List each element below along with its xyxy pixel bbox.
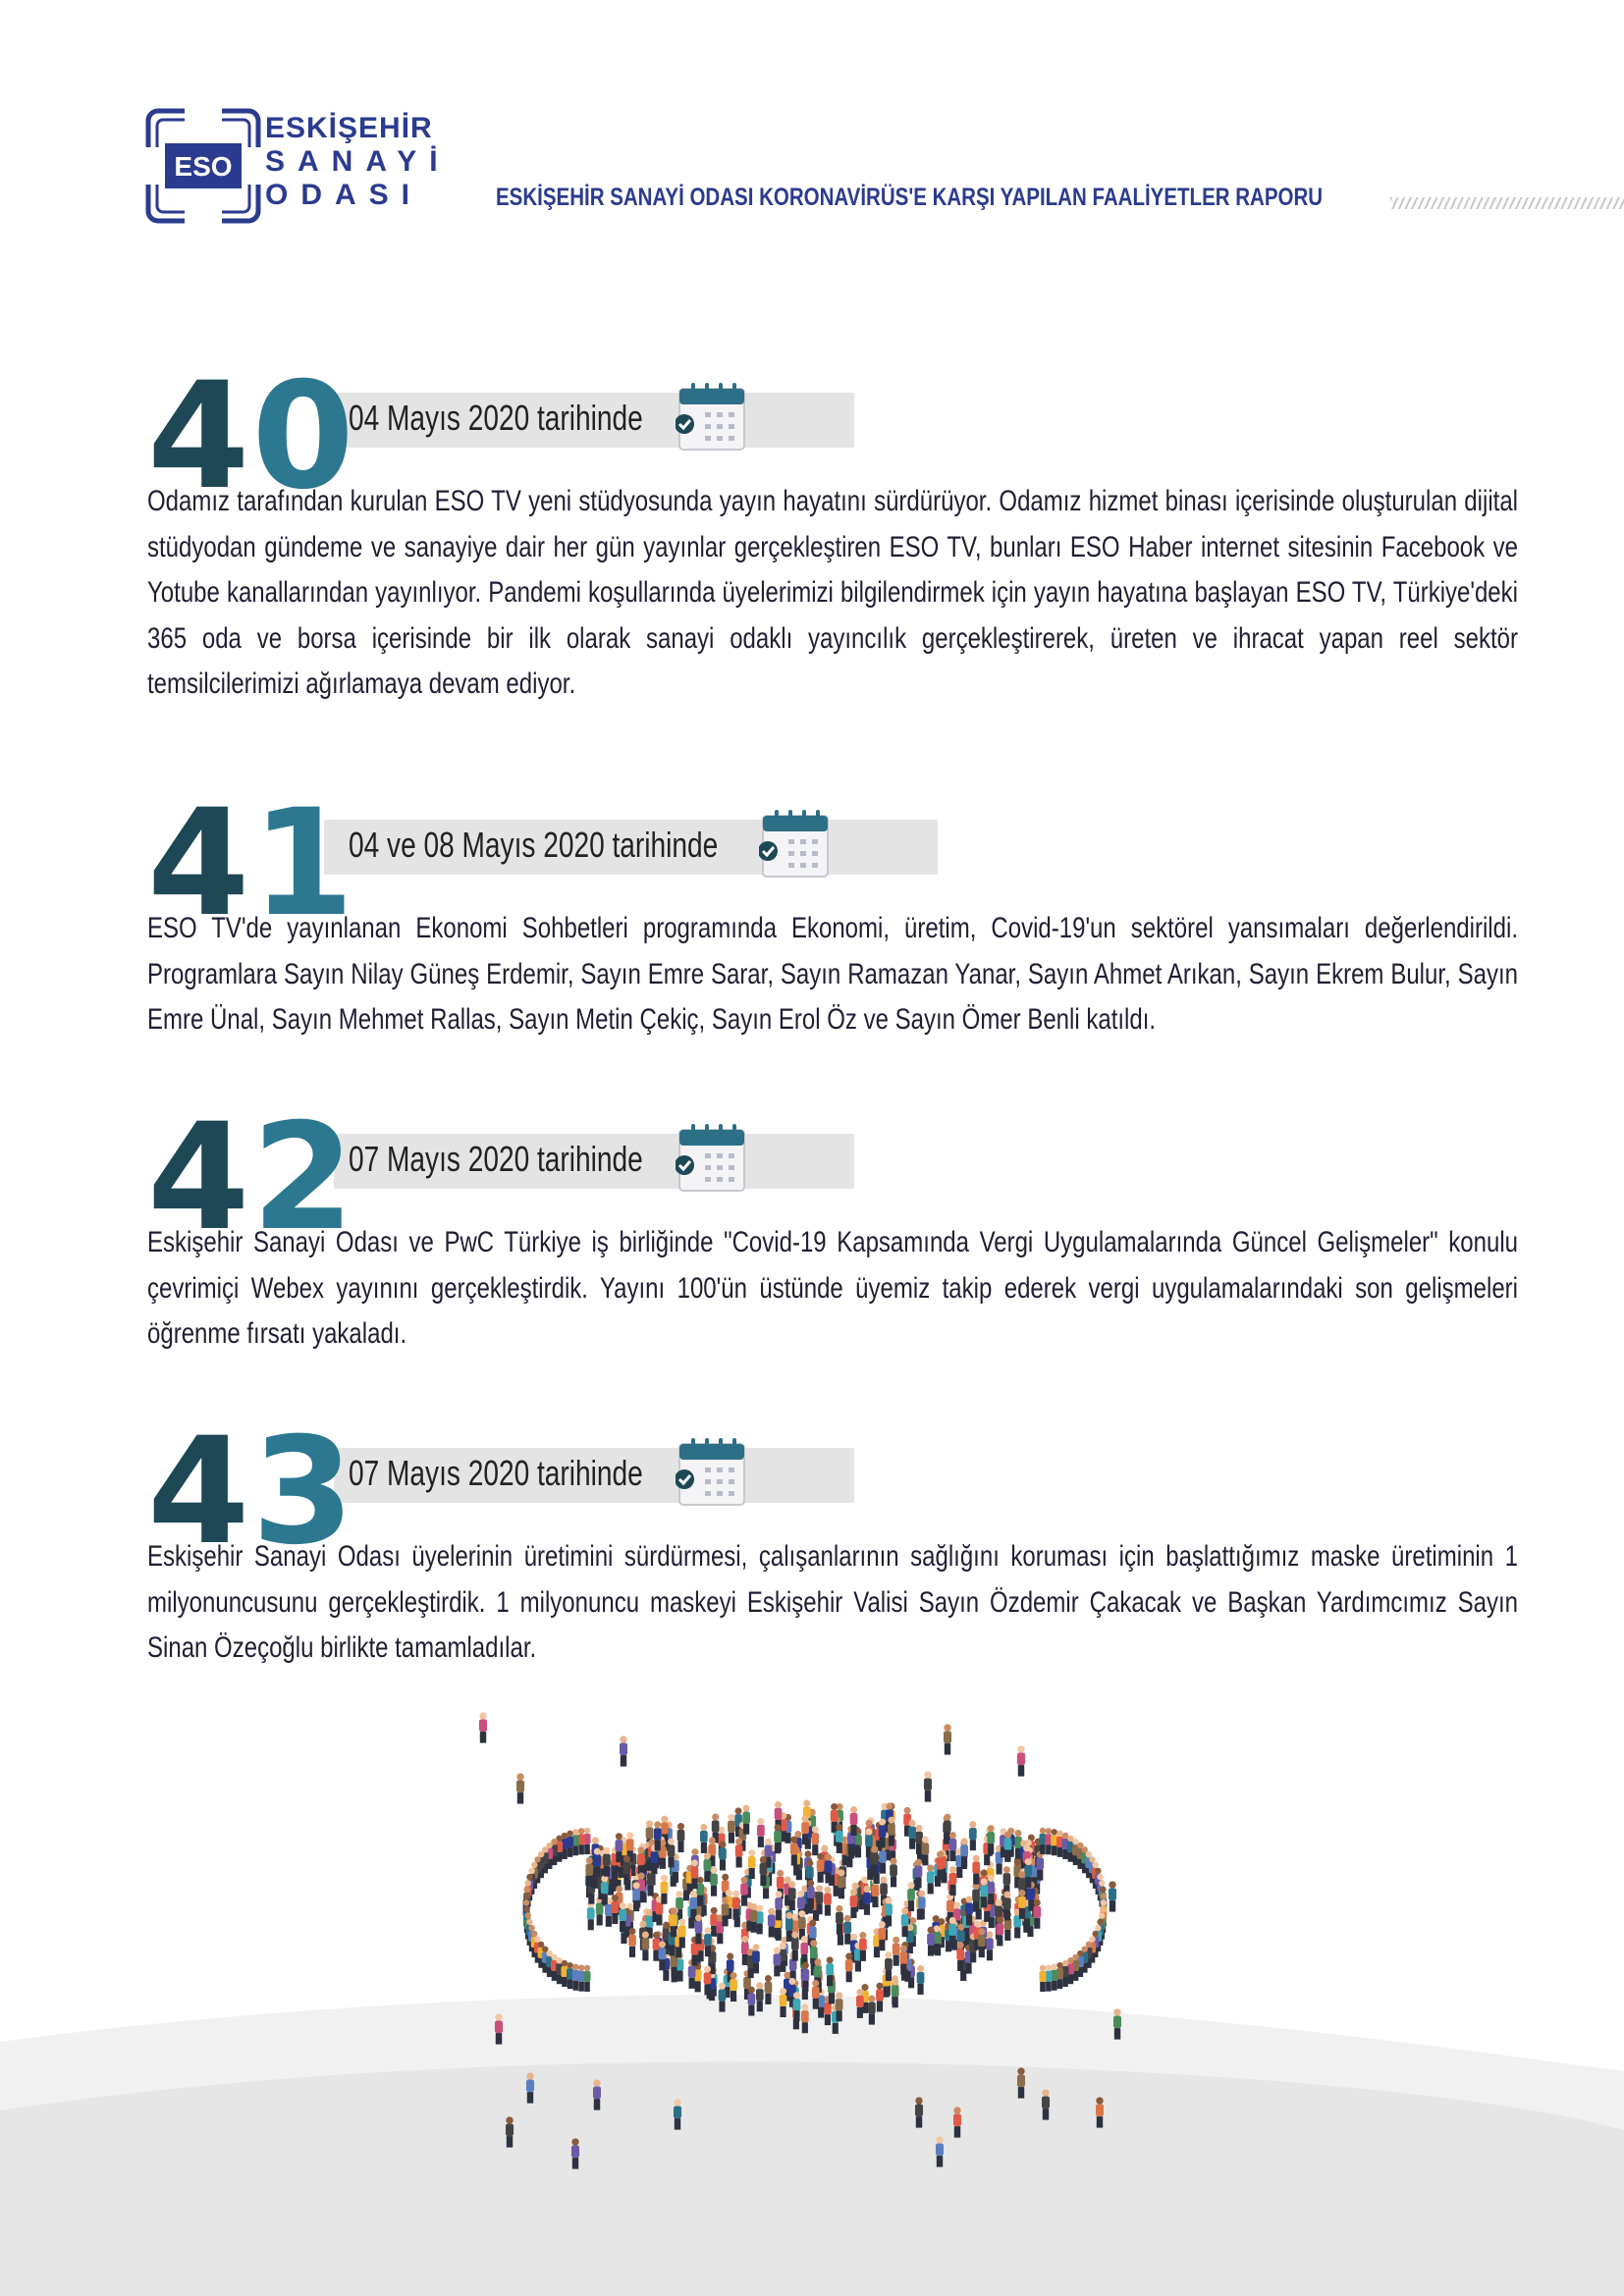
- crowd-person: [899, 1946, 907, 1975]
- entry-43: [147, 1407, 1518, 1674]
- crowd-person: [642, 1931, 650, 1960]
- crowd-person: [836, 1824, 843, 1853]
- crowd-person: [800, 1936, 808, 1965]
- crowd-person: [659, 1941, 667, 1970]
- crowd-person: [949, 1832, 957, 1861]
- crowd-person: [730, 1972, 737, 2002]
- entry-text: Eskişehir Sanayi Odası üyelerinin üretimini sürdürmesi, çalışanlarının sağlığını koruması için başlattığımız maske üretiminin 1 milyonuncusunu gerçekleştirdik. 1 milyonuncu maskeyi Eskişehir Valisi Sayın Özdemir Çakacak ve Başkan Yardımcımız Sayın Sinan Özeçoğlu birlikte tamamladılar.: [147, 1540, 1518, 1664]
- crowd-person: [996, 1916, 1003, 1946]
- logo-line-1: ESKİŞEHİR: [265, 112, 433, 144]
- crowd-person: [944, 1724, 951, 1754]
- crowd-person: [1040, 1965, 1047, 1992]
- crowd-person: [915, 2097, 923, 2127]
- crowd-person: [865, 1828, 873, 1857]
- crowd-person: [788, 1881, 796, 1910]
- crowd-person: [986, 1931, 994, 1960]
- logo-badge-text: ESO: [174, 151, 233, 182]
- crowd-person: [732, 1891, 740, 1920]
- calendar-check-icon: [759, 808, 832, 881]
- crowd-person: [893, 1937, 900, 1966]
- crowd-person: [587, 1900, 595, 1930]
- crowd-person: [710, 1867, 718, 1896]
- crowd-person: [980, 1878, 988, 1907]
- crowd-person: [722, 1896, 730, 1926]
- crowd-person: [780, 1988, 787, 2017]
- crowd-person: [516, 1773, 524, 1803]
- crowd-person: [937, 1851, 945, 1881]
- crowd-person: [593, 1848, 601, 1878]
- crowd-person: [601, 1875, 609, 1904]
- crowd-person: [969, 1821, 977, 1850]
- crowd-person: [654, 1821, 662, 1850]
- crowd-person: [927, 1864, 935, 1894]
- crowd-person: [735, 1839, 743, 1868]
- eso-logo: [145, 108, 451, 226]
- crowd-person: [765, 1975, 773, 2004]
- crowd-person: [619, 1902, 626, 1932]
- crowd-person: [802, 1962, 810, 1992]
- crowd-person: [668, 1838, 676, 1867]
- crowd-person: [892, 1978, 899, 2007]
- crowd-person: [838, 1869, 845, 1898]
- crowd-person: [972, 1855, 980, 1885]
- crowd-person: [922, 1836, 930, 1865]
- crowd-mask-illustration: [0, 1688, 1624, 2199]
- crowd-person: [728, 1814, 735, 1843]
- crowd-person: [756, 1982, 764, 2011]
- entry-date: 07 Mayıs 2020 tarihinde: [349, 1453, 643, 1493]
- crowd-person: [623, 1855, 630, 1885]
- crowd-person: [801, 1815, 809, 1844]
- entry-41: [147, 778, 1518, 1065]
- crowd-person: [825, 1854, 833, 1884]
- crowd-person: [1033, 1899, 1041, 1929]
- crowd-person: [856, 1989, 864, 2018]
- crowd-person: [584, 1965, 591, 1992]
- crowd-person: [879, 1819, 887, 1848]
- crowd-person: [793, 1992, 801, 2021]
- crowd-person: [526, 2072, 534, 2103]
- calendar-check-icon: [676, 381, 748, 454]
- crowd-person: [845, 1952, 853, 1982]
- crowd-person: [628, 1928, 636, 1957]
- crowd-person: [571, 2138, 579, 2168]
- crowd-person: [918, 1890, 926, 1919]
- logo-wordmark: [265, 114, 451, 210]
- crowd-person: [901, 1907, 909, 1937]
- crowd-person: [740, 1877, 748, 1906]
- report-title: ESKİŞEHİR SANAYİ ODASI KORONAVİRÜS'E KARŞI YAPILAN FAALİYETLER RAPORU: [496, 184, 1324, 211]
- crowd-person: [850, 1806, 858, 1836]
- crowd-person: [704, 1965, 712, 1995]
- crowd-person: [836, 1992, 843, 2021]
- crowd-person: [1024, 1858, 1032, 1888]
- crowd-person: [826, 1956, 834, 1986]
- crowd-person: [908, 1820, 916, 1849]
- calendar-check-icon: [676, 1122, 748, 1195]
- crowd-person: [890, 1857, 897, 1887]
- crowd-person: [1036, 1851, 1044, 1881]
- crowd-person: [878, 1921, 886, 1950]
- crowd-person: [674, 2099, 681, 2129]
- entry-number: 40: [147, 351, 356, 522]
- crowd-person: [960, 1838, 968, 1867]
- crowd-person: [885, 1897, 893, 1927]
- crowd-person: [816, 1885, 824, 1914]
- crowd-person: [876, 1983, 884, 2012]
- entry-date: 07 Mayıs 2020 tarihinde: [349, 1139, 643, 1179]
- title-hatch-decoration: [1390, 197, 1624, 209]
- crowd-person: [1109, 1881, 1116, 1911]
- crowd-person: [700, 1824, 708, 1853]
- crowd-person: [677, 1823, 685, 1852]
- crowd-person: [747, 1987, 755, 2016]
- crowd-person: [775, 1891, 783, 1920]
- crowd-person: [1113, 2008, 1121, 2039]
- entry-number: 42: [147, 1093, 356, 1263]
- crowd-person: [742, 1805, 750, 1835]
- crowd-person: [843, 1915, 851, 1945]
- crowd-person: [1017, 1745, 1025, 1776]
- crowd-person: [948, 1917, 956, 1947]
- entry-text: Eskişehir Sanayi Odası ve PwC Türkiye iş birliğinde "Covid-19 Kapsamında Vergi Uygulamalarında Güncel Gelişmeler" konulu çevrimiçi Webex yayınını gerçekleştirdik. Yayını 100'ün üstünde üyemiz takip ederek vergi uygulamalarındaki son gelişmeleri öğrenme fırsatı yakaladı.: [147, 1226, 1518, 1350]
- crowd-person: [811, 1826, 819, 1855]
- crowd-person: [807, 1880, 815, 1909]
- entry-40: [147, 351, 1518, 717]
- calendar-check-icon: [676, 1436, 748, 1509]
- crowd-person: [616, 1833, 623, 1862]
- crowd-person: [907, 1882, 915, 1911]
- crowd-person: [750, 1903, 758, 1933]
- crowd-person: [949, 1866, 957, 1896]
- crowd-person: [868, 1996, 876, 2025]
- crowd-person: [871, 1846, 879, 1876]
- crowd-person: [1004, 1832, 1012, 1861]
- crowd-person: [972, 1883, 980, 1912]
- crowd-person: [859, 1932, 867, 1961]
- crowd-person: [953, 2107, 961, 2137]
- crowd-person: [506, 2116, 514, 2147]
- crowd-person: [812, 1980, 820, 2009]
- crowd-person: [1042, 2089, 1050, 2119]
- crowd-person: [790, 1837, 798, 1866]
- crowd-person: [603, 1847, 611, 1877]
- crowd-person: [611, 1895, 619, 1924]
- entry-number: 41: [147, 778, 356, 949]
- crowd-person: [661, 1875, 669, 1904]
- eso-logo-emblem: [145, 108, 261, 224]
- crowd-person: [719, 1842, 727, 1871]
- crowd-person: [670, 1907, 677, 1937]
- crowd-person: [888, 1817, 895, 1846]
- entry-number: 43: [147, 1407, 356, 1577]
- crowd-person: [915, 1859, 923, 1889]
- crowd-person: [479, 1712, 487, 1742]
- crowd-person: [1003, 1891, 1011, 1920]
- crowd-person: [924, 1771, 932, 1801]
- crowd-person: [824, 1887, 832, 1916]
- crowd-person: [637, 1846, 645, 1876]
- entry-date: 04 Mayıs 2020 tarihinde: [349, 398, 643, 438]
- crowd-person: [593, 2079, 601, 2109]
- crowd-person: [817, 1853, 825, 1883]
- crowd-person: [801, 2003, 809, 2033]
- crowd-person: [585, 1857, 593, 1887]
- crowd-person: [863, 1886, 871, 1915]
- crowd-person: [768, 1908, 776, 1938]
- crowd-person: [965, 1896, 973, 1926]
- crowd-person: [689, 1891, 697, 1920]
- crowd-person: [927, 1927, 935, 1956]
- entry-42: [147, 1093, 1518, 1360]
- crowd-person: [936, 2136, 944, 2166]
- crowd-person: [774, 1948, 782, 1977]
- crowd-person: [719, 1983, 727, 2012]
- crowd-person: [774, 1824, 782, 1853]
- crowd-person: [791, 1932, 799, 1961]
- entry-text: ESO TV'de yayınlanan Ekonomi Sohbetleri programında Ekonomi, üretim, Covid-19'un sektörel yansımaları değerlendirildi. Programlara Sayın Nilay Güneş Erdemir, Sayın Emre Sarar, Sayın Ramazan Yanar, Sayın Ahmet Arıkan, Sayın Ekrem Bulur, Sayın Emre Ünal, Sayın Mehmet Rallas, Sayın Metin Çekiç, Sayın Erol Öz ve Sayın Ömer Benli katıldı.: [147, 912, 1518, 1036]
- crowd-person: [678, 1919, 686, 1949]
- crowd-person: [785, 1912, 793, 1942]
- crowd-person: [885, 1951, 893, 1981]
- crowd-person: [917, 1965, 925, 1995]
- crowd-person: [703, 1852, 711, 1882]
- crowd-person: [752, 1944, 760, 1973]
- crowd-person: [978, 1928, 986, 1957]
- crowd-person: [691, 1859, 699, 1889]
- entry-date: 04 ve 08 Mayıs 2020 tarihinde: [349, 825, 719, 865]
- entry-text: Odamız tarafından kurulan ESO TV yeni stüdyosunda yayın hayatını sürdürüyor. Odamız hizmet binası içerisinde oluşturulan dijital stüdyodan gündeme ve sanayiye dair her gün yayınlar gerçekleştiren ESO TV, bunları ESO Haber internet sitesinin Facebook ve Yotube kanallarından yayınlıyor. Pandemi koşullarında üyelerimizi bilgilendirmek için yayın hayatına başlayan ESO TV, Türkiye'deki 365 oda ve borsa içerisinde bir ilk olarak sanayi odaklı yayıncılık gerçekleştirerek, üreten ve ihracat yapan reel sektör temsilcilerimizi ağırlamaya devam ediyor.: [147, 485, 1518, 700]
- crowd-person: [695, 1914, 703, 1944]
- crowd-person: [1018, 1890, 1026, 1919]
- crowd-person: [1096, 2097, 1104, 2127]
- crowd-person: [710, 1907, 718, 1937]
- crowd-person: [798, 1910, 806, 1940]
- crowd-person: [620, 1735, 627, 1766]
- crowd-person: [956, 1942, 964, 1971]
- logo-line-2: SANAYİ: [265, 145, 451, 178]
- crowd-person: [632, 1882, 640, 1911]
- crowd-person: [944, 1814, 951, 1843]
- crowd-person: [748, 1849, 756, 1879]
- crowd-person: [1017, 2067, 1025, 2098]
- crowd-person: [850, 1889, 858, 1918]
- crowd-person: [760, 1856, 768, 1886]
- crowd-person: [495, 2013, 503, 2044]
- logo-line-3: ODASI: [265, 179, 423, 211]
- crowd-person: [836, 1905, 843, 1935]
- crowd-person: [757, 1818, 765, 1847]
- crowd-person: [987, 1825, 995, 1854]
- crowd-person: [704, 1927, 712, 1956]
- crowd-person: [987, 1875, 995, 1904]
